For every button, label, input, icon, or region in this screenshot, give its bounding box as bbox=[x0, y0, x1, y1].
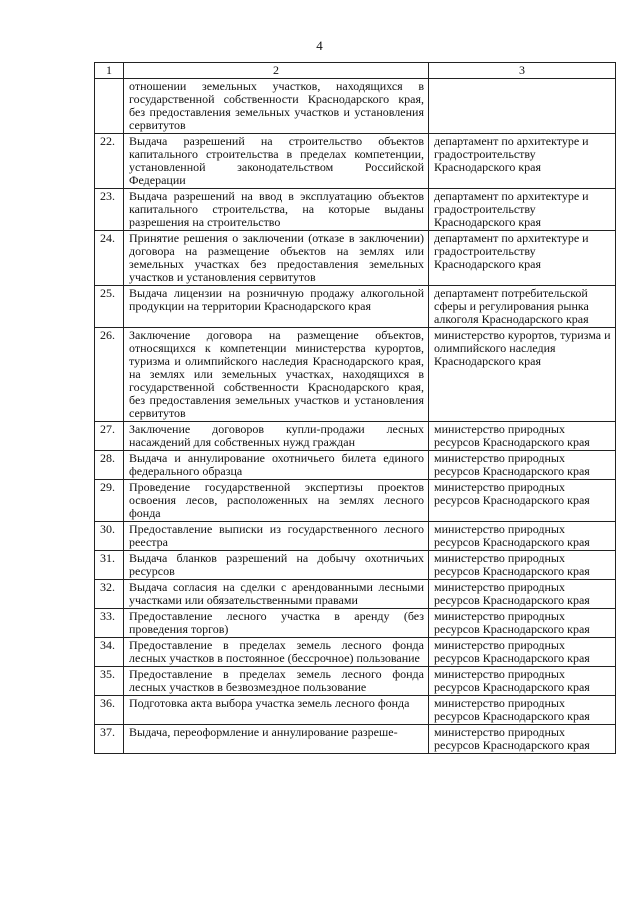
row-number: 22. bbox=[95, 134, 124, 189]
row-number: 34. bbox=[95, 638, 124, 667]
service-description: Выдача разрешений на ввод в эксплуатацию объектов капитального строительства, на которые выданы разрешения на строительство bbox=[124, 189, 429, 231]
row-number: 27. bbox=[95, 422, 124, 451]
responsible-authority: департамент по архитектуре и градостроительству Краснодарского края bbox=[429, 231, 616, 286]
table-row bbox=[95, 551, 616, 580]
row-number: 23. bbox=[95, 189, 124, 231]
responsible-authority: министерство природных ресурсов Краснодарского края bbox=[429, 422, 616, 451]
service-description: Предоставление выписки из государственного лесного реестра bbox=[124, 522, 429, 551]
service-description: Предоставление в пределах земель лесного фонда лесных участков в постоянное (бессрочное) пользование bbox=[124, 638, 429, 667]
service-description: Выдача разрешений на строительство объектов капитального строительства в пределах компетенции, установленной законодательством Российской Федерации bbox=[124, 134, 429, 189]
table-row bbox=[95, 609, 616, 638]
row-number bbox=[95, 79, 124, 134]
table-row bbox=[95, 696, 616, 725]
responsible-authority: министерство природных ресурсов Краснодарского края bbox=[429, 580, 616, 609]
table-row bbox=[95, 638, 616, 667]
table-row bbox=[95, 522, 616, 551]
row-number: 33. bbox=[95, 609, 124, 638]
column-header-2: 2 bbox=[124, 63, 429, 79]
responsible-authority: департамент по архитектуре и градостроительству Краснодарского края bbox=[429, 134, 616, 189]
services-table bbox=[94, 62, 616, 754]
responsible-authority: министерство природных ресурсов Краснодарского края bbox=[429, 696, 616, 725]
table-row bbox=[95, 480, 616, 522]
table-header-row bbox=[95, 63, 616, 79]
service-description: Подготовка акта выбора участка земель лесного фонда bbox=[124, 696, 429, 725]
responsible-authority: министерство природных ресурсов Краснодарского края bbox=[429, 667, 616, 696]
service-description: Проведение государственной экспертизы проектов освоения лесов, расположенных на землях лесного фонда bbox=[124, 480, 429, 522]
service-description: Заключение договоров купли-продажи лесных насаждений для собственных нужд граждан bbox=[124, 422, 429, 451]
row-number: 36. bbox=[95, 696, 124, 725]
table-row bbox=[95, 134, 616, 189]
table-row bbox=[95, 725, 616, 754]
responsible-authority: министерство природных ресурсов Краснодарского края bbox=[429, 725, 616, 754]
row-number: 31. bbox=[95, 551, 124, 580]
row-number: 29. bbox=[95, 480, 124, 522]
table-row bbox=[95, 286, 616, 328]
row-number: 30. bbox=[95, 522, 124, 551]
column-header-3: 3 bbox=[429, 63, 616, 79]
row-number: 37. bbox=[95, 725, 124, 754]
service-description: Выдача лицензии на розничную продажу алкогольной продукции на территории Краснодарского края bbox=[124, 286, 429, 328]
row-number: 25. bbox=[95, 286, 124, 328]
table-row bbox=[95, 231, 616, 286]
row-number: 28. bbox=[95, 451, 124, 480]
responsible-authority: министерство природных ресурсов Краснодарского края bbox=[429, 480, 616, 522]
responsible-authority: министерство природных ресурсов Краснодарского края bbox=[429, 522, 616, 551]
responsible-authority: министерство природных ресурсов Краснодарского края bbox=[429, 638, 616, 667]
responsible-authority: министерство природных ресурсов Краснодарского края bbox=[429, 451, 616, 480]
responsible-authority: департамент потребительской сферы и регулирования рынка алкоголя Краснодарского края bbox=[429, 286, 616, 328]
page-number: 4 bbox=[316, 38, 323, 53]
row-number: 32. bbox=[95, 580, 124, 609]
row-number: 26. bbox=[95, 328, 124, 422]
service-description: Выдача, переоформление и аннулирование разреше- bbox=[124, 725, 429, 754]
service-description: Выдача согласия на сделки с арендованными лесными участками или обязательственными правами bbox=[124, 580, 429, 609]
service-description: Принятие решения о заключении (отказе в заключении) договора на размещение объектов на землях или земельных участках без предоставления земельных участков и установления сервитутов bbox=[124, 231, 429, 286]
table-row bbox=[95, 422, 616, 451]
service-description: Предоставление в пределах земель лесного фонда лесных участков в безвозмездное пользование bbox=[124, 667, 429, 696]
responsible-authority: министерство природных ресурсов Краснодарского края bbox=[429, 551, 616, 580]
row-number: 35. bbox=[95, 667, 124, 696]
table-row bbox=[95, 667, 616, 696]
row-number: 24. bbox=[95, 231, 124, 286]
service-description: Предоставление лесного участка в аренду (без проведения торгов) bbox=[124, 609, 429, 638]
responsible-authority: министерство курортов, туризма и олимпийского наследия Краснодарского края bbox=[429, 328, 616, 422]
responsible-authority: министерство природных ресурсов Краснодарского края bbox=[429, 609, 616, 638]
table-row bbox=[95, 189, 616, 231]
service-description: Выдача бланков разрешений на добычу охотничьих ресурсов bbox=[124, 551, 429, 580]
service-description: отношении земельных участков, находящихся в государственной собственности Краснодарского края, без предоставления земельных участков и установления сервитутов bbox=[124, 79, 429, 134]
table-row bbox=[95, 580, 616, 609]
responsible-authority bbox=[429, 79, 616, 134]
service-description: Выдача и аннулирование охотничьего билета единого федерального образца bbox=[124, 451, 429, 480]
column-header-1: 1 bbox=[95, 63, 124, 79]
service-description: Заключение договора на размещение объектов, относящихся к компетенции министерства курортов, туризма и олимпийского наследия Краснодарского края, на землях или земельных участках, находящихся в государственной собственности Краснодарского края, без предоставления земельных участков и установления сервитутов bbox=[124, 328, 429, 422]
table-row bbox=[95, 328, 616, 422]
table-row bbox=[95, 79, 616, 134]
table-row bbox=[95, 451, 616, 480]
responsible-authority: департамент по архитектуре и градостроительству Краснодарского края bbox=[429, 189, 616, 231]
